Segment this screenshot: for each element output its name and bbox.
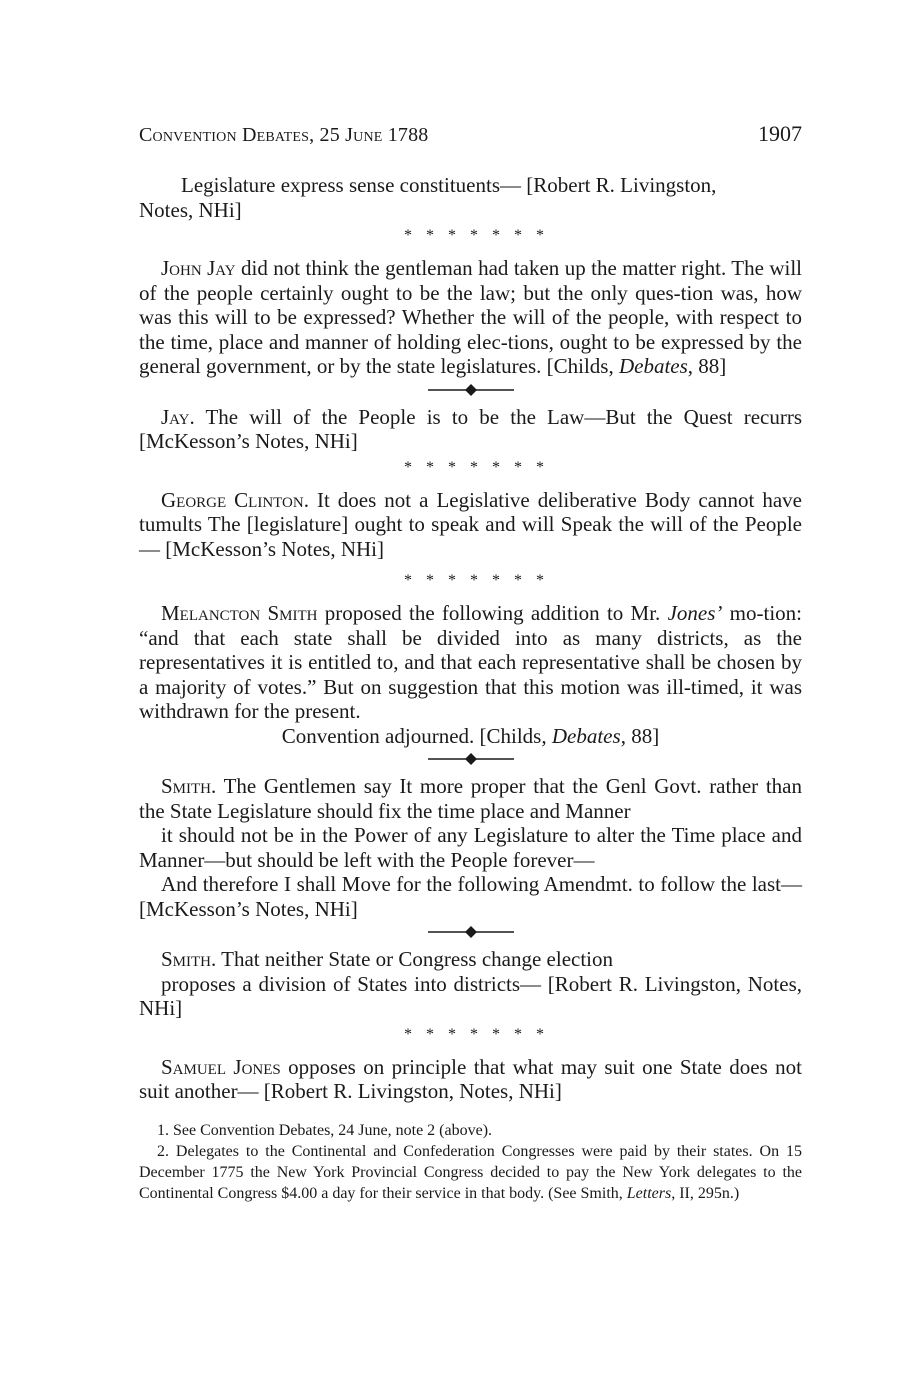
footnote-2-title: Letters bbox=[626, 1184, 672, 1202]
smith-livingston-paragraph bbox=[139, 947, 802, 1021]
diamond-rule-divider bbox=[139, 923, 802, 941]
asterisk-separator: * * * * * * * bbox=[404, 227, 549, 244]
speaker-name: Jay bbox=[161, 404, 190, 429]
source-title: Debates bbox=[618, 354, 688, 378]
paragraph-text-continued: mo-tion: “and that each state shall be divided into as many districts, as the representatives it is entitled to, and that each representative shall be chosen by a majority of votes.” But on suggestion that this motion was ill-timed, it was withdrawn for the present. bbox=[139, 601, 802, 723]
paragraph-text: . It does not a Legislative deliberative Body cannot have tumults The [legislature] ought to speak and will Speak the will of the People— [McKesson’s Notes, NHi] bbox=[139, 487, 802, 561]
diamond-rule-icon bbox=[428, 383, 514, 397]
jones-paragraph bbox=[139, 1055, 802, 1104]
jay-childs-paragraph bbox=[139, 256, 802, 379]
footnote-1: 1. See Convention Debates, 24 June, note 2 (above). bbox=[157, 1121, 493, 1139]
smith-mckesson-line-2: it should not be in the Power of any Legislature to alter the Time place and Manner—but should be left with the People forever— bbox=[139, 823, 802, 872]
speaker-name: John Jay bbox=[161, 256, 236, 280]
smith-livingston-line-2: proposes a division of States into districts— [Robert R. Livingston, Notes, NHi] bbox=[139, 971, 802, 1020]
asterisk-separator: * * * * * * * bbox=[404, 458, 549, 476]
line-text: . The Gentlemen say It more proper that the Genl Govt. rather than the State Legislature should fix the time place and Manner bbox=[139, 774, 802, 823]
adjourned-line bbox=[139, 724, 802, 749]
livingston-note-1-line-b: Notes, NHi] bbox=[139, 197, 242, 222]
running-title: Convention Debates, 25 June 1788 bbox=[139, 124, 429, 146]
smith-childs-paragraph bbox=[139, 601, 802, 724]
diamond-rule-divider bbox=[139, 381, 802, 399]
running-head bbox=[139, 120, 802, 149]
speaker-name: George Clinton bbox=[161, 487, 304, 512]
footnote-2-text: 2. Delegates to the Continental and Confederation Congresses were paid by their states. On 15 December 1775 the New York Provincial Congress decided to pay the New York delegates to the Continental Congress $4.00 a day for their service in that body. (See Smith, bbox=[139, 1142, 802, 1202]
diamond-rule-icon bbox=[428, 925, 514, 939]
diamond-rule-divider bbox=[139, 750, 802, 768]
clinton-paragraph bbox=[139, 488, 802, 562]
footnote-2 bbox=[139, 1141, 802, 1204]
speaker-name: Melancton Smith bbox=[161, 601, 318, 625]
paragraph-text: opposes on principle that what may suit one State does not suit another— [Robert R. Livingston, Notes, NHi] bbox=[139, 1054, 802, 1103]
paragraph-text: did not think the gentleman had taken up the matter right. The will of the people certainly ought to be the law; but the only ques-tion was, how was this will to be expressed? Whether the will of the people, with respect to the time, place and manner of holding elec-tions, ought to be expressed by the general government, or by the state legislatures. [Childs, bbox=[139, 256, 802, 378]
source-citation: , 88] bbox=[620, 723, 660, 748]
smith-livingston-line-1 bbox=[139, 947, 802, 972]
asterisk-separator: * * * * * * * bbox=[404, 572, 549, 589]
footnote-2-citation: , II, 295n.) bbox=[671, 1184, 740, 1202]
document-page bbox=[139, 120, 802, 1204]
asterisk-separator: * * * * * * * bbox=[404, 1025, 549, 1043]
speaker-name: Samuel Jones bbox=[161, 1054, 281, 1079]
diamond-rule-icon bbox=[428, 752, 514, 766]
jay-mckesson-paragraph bbox=[139, 405, 802, 454]
adjourned-text: Convention adjourned. [Childs, bbox=[281, 723, 552, 748]
jones-name: Jones’ bbox=[667, 601, 723, 625]
livingston-note-1 bbox=[139, 173, 802, 222]
paragraph-text: proposed the following addition to Mr. bbox=[317, 601, 668, 625]
source-citation: , 88] bbox=[687, 354, 727, 378]
footnotes bbox=[139, 1120, 802, 1204]
page-number: 1907 bbox=[758, 121, 802, 146]
smith-mckesson-line-1 bbox=[139, 774, 802, 823]
smith-mckesson-line-3: And therefore I shall Move for the following Amendmt. to follow the last— [McKesson’s Notes, NHi] bbox=[139, 872, 802, 921]
speaker-name: Smith bbox=[161, 947, 212, 971]
paragraph-text: . The will of the People is to be the Law—But the Quest recurrs [McKesson’s Notes, NHi] bbox=[139, 404, 802, 453]
smith-mckesson-paragraph bbox=[139, 774, 802, 921]
source-title: Debates bbox=[551, 723, 621, 748]
line-text: . That neither State or Congress change election bbox=[211, 947, 613, 971]
speaker-name: Smith bbox=[161, 774, 212, 798]
livingston-note-1-line-a: Legislature express sense constituents— [Robert R. Livingston, bbox=[181, 173, 717, 197]
